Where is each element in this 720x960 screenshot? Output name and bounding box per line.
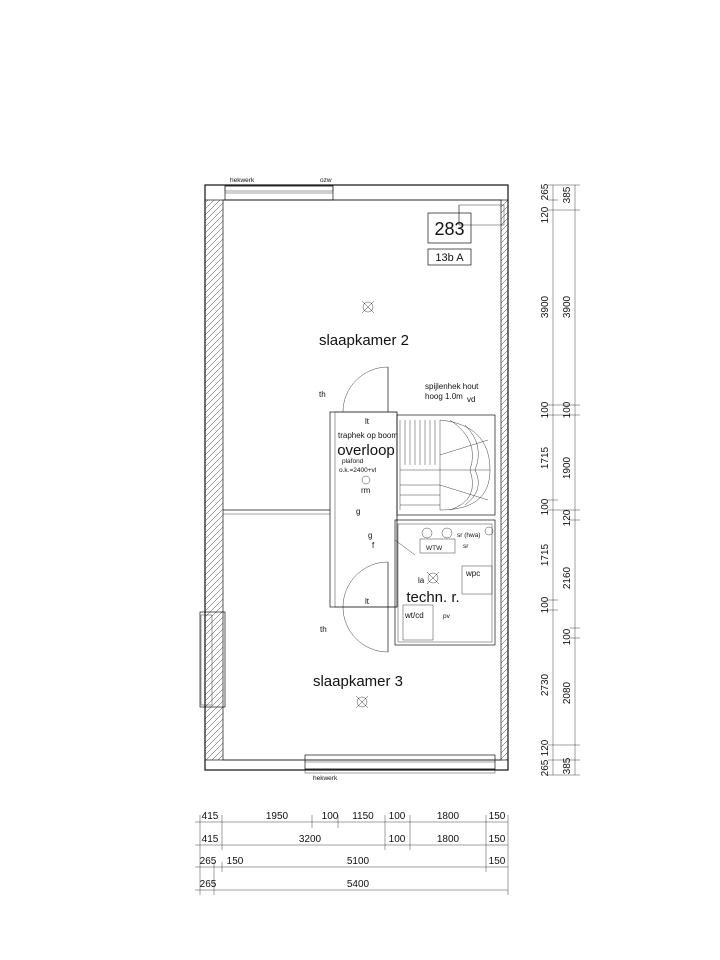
unit-type: 13b A — [435, 252, 464, 264]
label-g-landing: g — [356, 507, 361, 516]
room-label-bedroom3: slaapkamer 3 — [312, 673, 404, 690]
dim-b1-2: 100 — [321, 811, 339, 822]
dim-b1-1: 1950 — [265, 811, 289, 822]
label-lt-top: lt — [365, 417, 369, 426]
label-traphek: traphek op boom — [338, 431, 399, 440]
dim-b1-3: 1150 — [352, 811, 374, 822]
dim-b4-1: 5400 — [346, 879, 370, 890]
unit-number: 283 — [434, 219, 465, 239]
dim-b2-1: 3200 — [298, 834, 322, 845]
label-sr: sr — [463, 543, 469, 550]
dim-r1-7: 100 — [540, 596, 551, 614]
label-ok: o.k.=2400+vl — [339, 467, 377, 474]
dim-r1-10: 265 — [540, 759, 551, 777]
dim-b3-3: 150 — [488, 856, 506, 867]
staircase — [400, 420, 490, 510]
dimension-labels-bottom-row3 — [200, 856, 506, 867]
dim-r2-8: 385 — [562, 757, 573, 775]
label-g-tech: g — [368, 531, 373, 540]
unit-id — [428, 213, 471, 265]
dim-r1-1: 120 — [540, 206, 551, 224]
dim-b4-0: 265 — [199, 879, 217, 890]
label-lt-bottom: lt — [365, 597, 369, 606]
label-th-top: th — [319, 390, 326, 399]
label-railing-top: hekwerk — [230, 177, 255, 184]
dim-b3-1: 150 — [226, 856, 244, 867]
dim-r2-7: 2080 — [562, 681, 573, 705]
label-wpc: wpc — [466, 569, 481, 578]
dim-r1-2: 3900 — [540, 295, 551, 319]
label-f-tech: f — [372, 541, 375, 550]
dim-r2-4: 120 — [562, 509, 573, 527]
label-spijlenhek-2: hoog 1.0m — [425, 392, 463, 401]
label-pv: pv — [443, 613, 450, 620]
dim-b3-0: 265 — [199, 856, 217, 867]
dimension-labels-right-col2 — [562, 186, 573, 774]
label-sr-hwa: sr (hwa) — [457, 532, 481, 539]
dim-b2-4: 150 — [488, 834, 506, 845]
label-wtw: WTW — [426, 545, 443, 552]
room-label-tech: techn. r. — [406, 589, 460, 606]
dim-r2-0: 385 — [562, 186, 573, 204]
label-railing-bottom: hekwerk — [313, 775, 338, 782]
dim-r2-5: 2160 — [562, 566, 573, 590]
dim-b1-4: 100 — [388, 811, 406, 822]
dimension-labels-bottom-row1 — [202, 811, 506, 822]
dim-b2-2: 100 — [388, 834, 406, 845]
dim-r2-1: 3900 — [562, 295, 573, 319]
dim-r2-6: 100 — [562, 628, 573, 646]
dim-r1-3: 100 — [540, 401, 551, 419]
dim-r2-2: 100 — [562, 401, 573, 419]
label-wtcd: wt/cd — [405, 611, 424, 620]
label-plafond: plafond — [342, 458, 364, 465]
dim-b1-6: 150 — [488, 811, 506, 822]
dim-r1-9: 120 — [540, 739, 551, 757]
dim-r1-5: 100 — [540, 498, 551, 516]
dim-r1-4: 1715 — [540, 446, 551, 470]
label-vd: vd — [467, 395, 476, 404]
label-th-bottom: th — [320, 625, 327, 634]
dimension-labels-bottom-row2 — [202, 834, 506, 845]
dim-r1-6: 1715 — [540, 543, 551, 567]
label-spijlenhek-1: spijlenhek hout — [425, 382, 479, 391]
dim-r2-3: 1900 — [562, 456, 573, 480]
dimension-labels-right-col1 — [540, 183, 551, 776]
room-label-landing: overloop — [337, 442, 395, 459]
dim-r1-0: 265 — [540, 183, 551, 201]
dimension-labels-bottom-row4 — [200, 879, 370, 890]
label-la: la — [418, 576, 425, 585]
label-ozw: ozw — [320, 177, 332, 184]
dim-b2-0: 415 — [201, 834, 219, 845]
room-label-bedroom2: slaapkamer 2 — [318, 332, 410, 349]
label-rm: rm — [361, 486, 371, 495]
dim-b2-3: 1800 — [436, 834, 460, 845]
dim-b3-2: 5100 — [346, 856, 370, 867]
doors — [343, 367, 415, 652]
dim-r1-8: 2730 — [540, 673, 551, 697]
dim-b1-0: 415 — [201, 811, 219, 822]
dim-b1-5: 1800 — [436, 811, 460, 822]
